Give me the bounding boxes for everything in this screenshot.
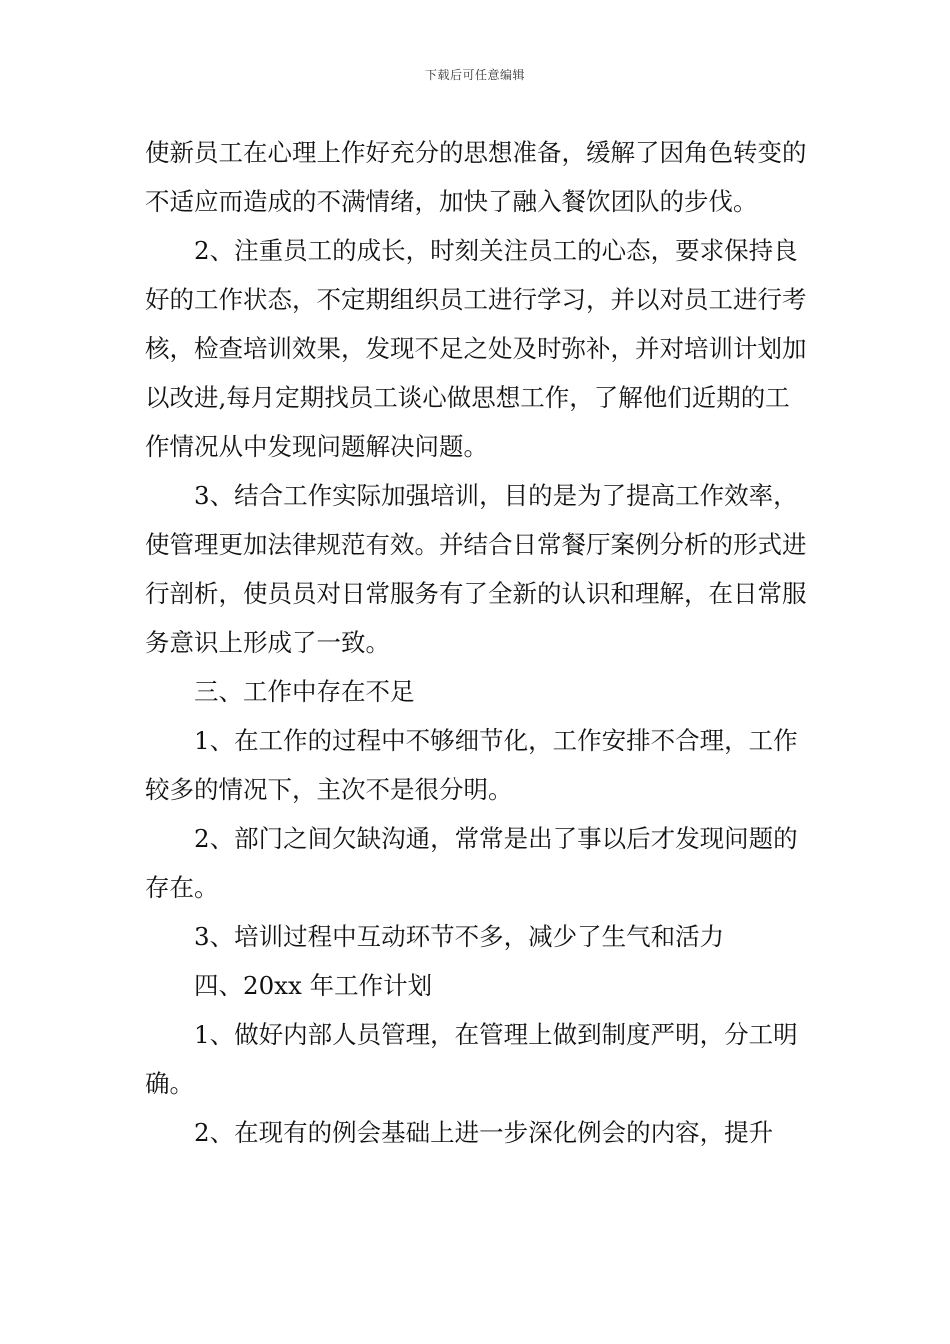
paragraph-9: 1、做好内部人员管理，在管理上做到制度严明，分工明确。: [145, 1020, 798, 1098]
paragraph-10: 2、在现有的例会基础上进一步深化例会的内容，提升: [194, 1118, 774, 1147]
section-heading-4: 四、20xx 年工作计划: [194, 971, 433, 1000]
paragraph-5: 1、在工作的过程中不够细节化，工作安排不合理，工作较多的情况下，主次不是很分明。: [145, 726, 798, 804]
paragraph-3: 3、结合工作实际加强培训，目的是为了提高工作效率，使管理更加法律规范有效。并结合日常餐厅案例分析的形式进行剖析，使员员对日常服务有了全新的认识和理解，在日常服务意识上形成了一致。: [145, 481, 807, 657]
document-body: [145, 128, 810, 1157]
page-header: 下载后可任意编辑: [424, 68, 525, 82]
paragraph-1: 使新员工在心理上作好充分的思想准备，缓解了因角色转变的不适应而造成的不满情绪，加快了融入餐饮团队的步伐。: [145, 138, 807, 216]
paragraph-6: 2、部门之间欠缺沟通，常常是出了事以后才发现问题的存在。: [145, 824, 798, 902]
paragraph-2: 2、注重员工的成长，时刻关注员工的心态，要求保持良好的工作状态，不定期组织员工进行学习，并以对员工进行考核，检查培训效果，发现不足之处及时弥补，并对培训计划加以改进,每月定期找员工谈心做思想工作，了解他们近期的工作情况从中发现问题解决问题。: [145, 236, 807, 461]
paragraph-7: 3、培训过程中互动环节不多，减少了生气和活力: [194, 922, 725, 951]
section-heading-3: 三、工作中存在不足: [194, 677, 415, 706]
